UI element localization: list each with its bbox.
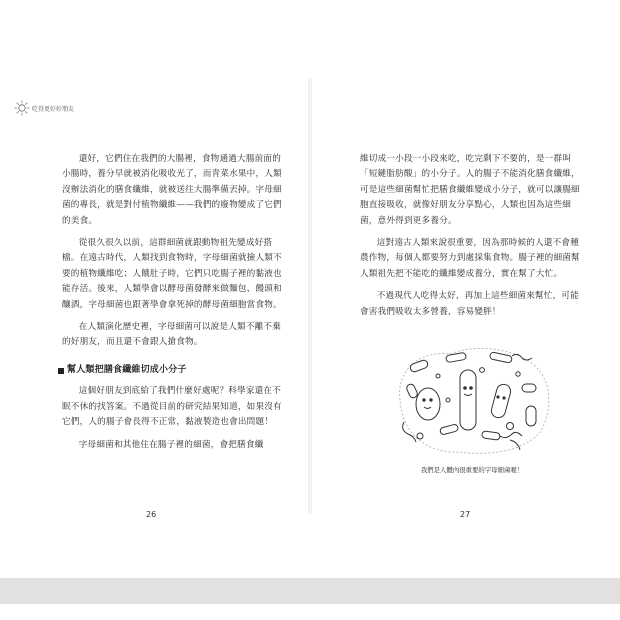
section-heading-text: 幫人類把膳食纖維切成小分子 — [67, 364, 187, 375]
book-spread — [0, 78, 620, 519]
page-number: 26 — [146, 510, 157, 519]
section-heading — [58, 363, 284, 378]
page-number: 27 — [460, 510, 471, 519]
left-page — [0, 78, 300, 519]
paragraph: 字母細菌和其他住在腸子裡的細菌，會把膳食纖 — [78, 439, 264, 450]
running-header — [14, 100, 74, 116]
paragraph: 還好，它們住在我們的大腸裡，食物通過大腸前面的小腸時，養分早就被消化吸收光了，而青菜水果中，人類沒辦法消化的膳食纖維，就被送往大腸準備丟掉。字母細菌的專長，就是對付植物纖維——我們的廢物變成了它們的美食。 — [62, 154, 282, 226]
paragraph: 維切成一小段一小段來吃，吃完剩下不要的，是一群叫「短鏈脂肪酸」的小分子。人的腸子不能消化膳食纖維，可是這些細菌幫忙把膳食纖維變成小分子，就可以讓腸細胞直接吸收，就像好朋友分享點心，人類也因為這些細菌，意外得到更多養分。 — [360, 154, 580, 226]
paragraph: 從很久很久以前，這群細菌就跟動物祖先變成好搭檔。在遠古時代，人類找到食物時，字母細菌就撿人類不要的植物纖維吃；人餓肚子時，它們只吃腸子裡的黏液也能存活。後來，人類學會以酵母菌發酵來做麵包、饅頭和釀酒，字母細菌也跟著學會拿死掉的酵母菌細胞當食物。 — [62, 238, 282, 310]
sun-icon — [14, 100, 30, 116]
bacteria-illustration — [390, 340, 556, 460]
bullet-square-icon — [58, 368, 64, 374]
paragraph: 這個好朋友到底給了我們什麼好處呢？科學家還在不眠不休的找答案。不過從目前的研究結果知道，如果沒有它們，人的腸子會長得不正常，黏液製造也會出問題！ — [62, 386, 282, 428]
paragraph: 這對遠古人類來說很重要，因為那時候的人還不會種農作物，每個人都要努力到處採集食物。腸子裡的細菌幫人類祖先把不能吃的纖維變成養分，實在幫了大忙。 — [360, 238, 580, 279]
paragraph: 不過現代人吃得太好，再加上這些細菌來幫忙，可能會害我們吸收太多營養，容易變胖！ — [360, 291, 580, 317]
illustration-caption: 我們是人體內很重要的字母細菌喔！ — [420, 466, 524, 474]
page-footer-band — [0, 578, 620, 604]
paragraph: 在人類演化歷史裡，字母細菌可以說是人類不離不棄的好朋友，而且還不會跟人搶食物。 — [62, 322, 282, 348]
right-page — [312, 78, 612, 519]
right-body-text — [360, 152, 582, 327]
left-body-text — [62, 152, 284, 460]
header-section-title: 吃得更好好朋友 — [32, 105, 75, 113]
